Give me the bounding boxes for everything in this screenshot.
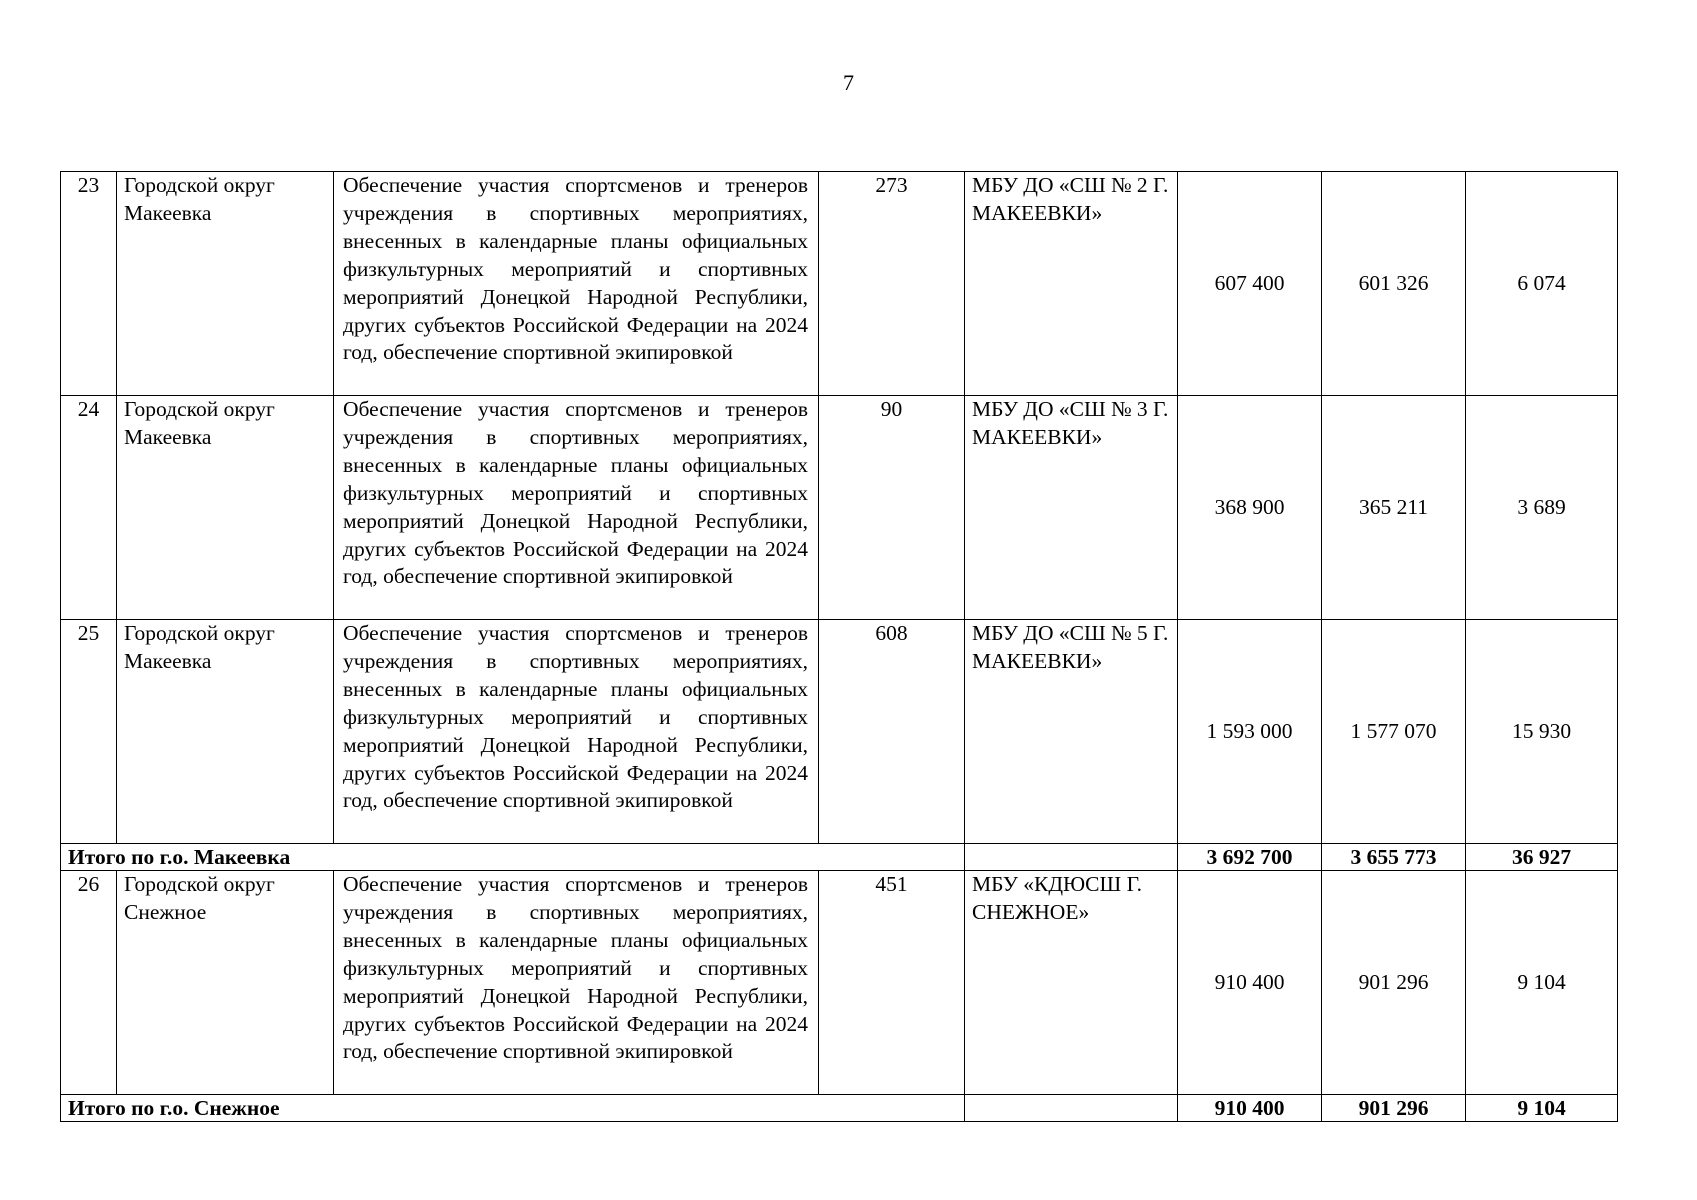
total-label-cell: Итого по г.о. Макеевка [61,844,965,871]
empty-cell [965,1095,1178,1122]
total-row [61,1095,1618,1122]
institution-cell: МБУ ДО «СШ № 3 Г. МАКЕЕВКИ» [965,396,1178,620]
row-number-cell: 25 [61,620,117,844]
table-row [61,396,1618,620]
district-cell: Городской округ Снежное [117,871,334,1095]
amount-1-cell: 601 326 [1322,172,1466,396]
amount-2-cell: 9 104 [1466,871,1618,1095]
total-amount-cell: 910 400 [1178,871,1322,1095]
amount-1-cell: 365 211 [1322,396,1466,620]
count-cell: 451 [819,871,965,1095]
description-cell: Обеспечение участия спортсменов и тренеров учреждения в спортивных мероприятиях, внесенных в календарные планы официальных физкультурных мероприятий и спортивных мероприятий Донецкой Народной Республики, других субъектов Российской Федерации на 2024 год, обеспечение спортивной экипировкой [334,396,819,620]
total-amount-cell: 910 400 [1178,1095,1322,1122]
amount-2-cell: 3 689 [1466,396,1618,620]
amount-1-cell: 901 296 [1322,1095,1466,1122]
amount-2-cell: 9 104 [1466,1095,1618,1122]
total-row [61,844,1618,871]
table-row [61,620,1618,844]
row-number-cell: 26 [61,871,117,1095]
description-cell: Обеспечение участия спортсменов и тренеров учреждения в спортивных мероприятиях, внесенных в календарные планы официальных физкультурных мероприятий и спортивных мероприятий Донецкой Народной Республики, других субъектов Российской Федерации на 2024 год, обеспечение спортивной экипировкой [334,871,819,1095]
empty-cell [965,844,1178,871]
amount-1-cell: 3 655 773 [1322,844,1466,871]
row-number-cell: 23 [61,172,117,396]
amount-1-cell: 1 577 070 [1322,620,1466,844]
allocation-table [60,171,1618,1122]
table-row [61,871,1618,1095]
institution-cell: МБУ «КДЮСШ Г. СНЕЖНОЕ» [965,871,1178,1095]
amount-2-cell: 15 930 [1466,620,1618,844]
institution-cell: МБУ ДО «СШ № 5 Г. МАКЕЕВКИ» [965,620,1178,844]
total-amount-cell: 1 593 000 [1178,620,1322,844]
amount-2-cell: 6 074 [1466,172,1618,396]
table-row [61,172,1618,396]
description-cell: Обеспечение участия спортсменов и тренеров учреждения в спортивных мероприятиях, внесенных в календарные планы официальных физкультурных мероприятий и спортивных мероприятий Донецкой Народной Республики, других субъектов Российской Федерации на 2024 год, обеспечение спортивной экипировкой [334,620,819,844]
count-cell: 608 [819,620,965,844]
total-label-cell: Итого по г.о. Снежное [61,1095,965,1122]
total-amount-cell: 3 692 700 [1178,844,1322,871]
count-cell: 273 [819,172,965,396]
row-number-cell: 24 [61,396,117,620]
district-cell: Городской округ Макеевка [117,396,334,620]
page-number: 7 [843,70,854,95]
count-cell: 90 [819,396,965,620]
amount-2-cell: 36 927 [1466,844,1618,871]
district-cell: Городской округ Макеевка [117,172,334,396]
total-amount-cell: 368 900 [1178,396,1322,620]
total-amount-cell: 607 400 [1178,172,1322,396]
amount-1-cell: 901 296 [1322,871,1466,1095]
district-cell: Городской округ Макеевка [117,620,334,844]
institution-cell: МБУ ДО «СШ № 2 Г. МАКЕЕВКИ» [965,172,1178,396]
description-cell: Обеспечение участия спортсменов и тренеров учреждения в спортивных мероприятиях, внесенных в календарные планы официальных физкультурных мероприятий и спортивных мероприятий Донецкой Народной Республики, других субъектов Российской Федерации на 2024 год, обеспечение спортивной экипировкой [334,172,819,396]
